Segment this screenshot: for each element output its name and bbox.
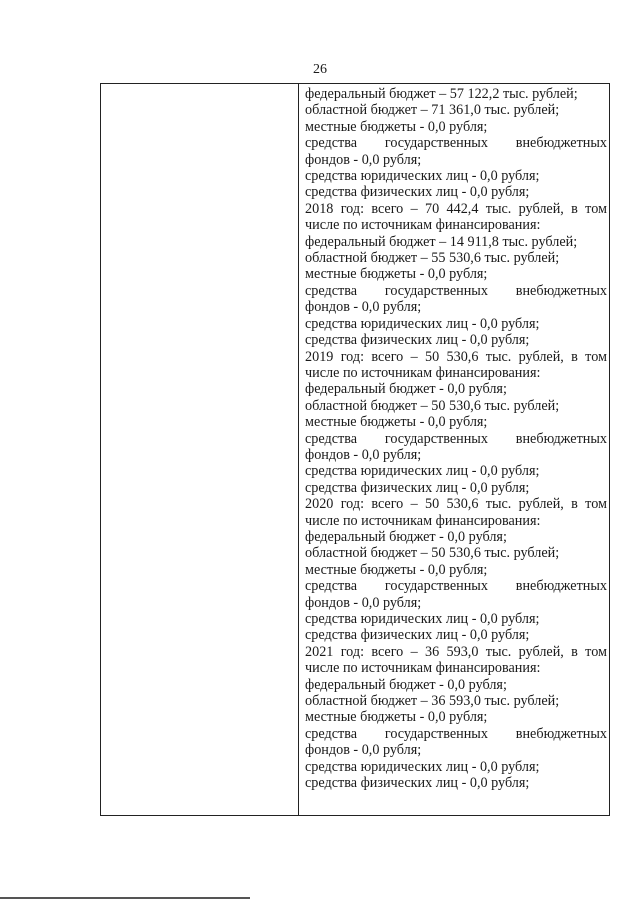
text-line: 2019 год: всего – 50 530,6 тыс. рублей, в том <box>305 348 607 365</box>
text-line: средства физических лиц - 0,0 рубля; <box>305 184 530 201</box>
text-line: средства государственных внебюджетных <box>305 725 607 742</box>
text-line: средства юридических лиц - 0,0 рубля; <box>305 758 540 775</box>
text-line: областной бюджет – 71 361,0 тыс. рублей; <box>305 102 560 119</box>
text-line: местные бюджеты - 0,0 рубля; <box>305 118 488 135</box>
text-line: местные бюджеты - 0,0 рубля; <box>305 561 488 578</box>
text-line: федеральный бюджет – 57 122,2 тыс. рублей; <box>305 86 578 102</box>
text-line: числе по источникам финансирования: <box>305 364 541 381</box>
text-line: числе по источникам финансирования: <box>305 512 541 529</box>
text-line: средства юридических лиц - 0,0 рубля; <box>305 611 540 627</box>
text-line: средства юридических лиц - 0,0 рубля; <box>305 168 540 185</box>
text-line: областной бюджет – 50 530,6 тыс. рублей; <box>305 545 560 562</box>
text-line: федеральный бюджет - 0,0 рубля; <box>305 676 507 693</box>
text-line: 2018 год: всего – 70 442,4 тыс. рублей, в том <box>305 200 607 217</box>
text-line: областной бюджет – 50 530,6 тыс. рублей; <box>305 397 560 414</box>
table-right-cell <box>299 84 609 815</box>
text-line: областной бюджет – 55 530,6 тыс. рублей; <box>305 250 560 267</box>
text-line: областной бюджет – 36 593,0 тыс. рублей; <box>305 693 560 710</box>
text-line: федеральный бюджет – 14 911,8 тыс. рублей; <box>305 233 578 250</box>
text-line: средства юридических лиц - 0,0 рубля; <box>305 463 540 480</box>
financing-table <box>100 83 610 816</box>
text-line: фондов - 0,0 рубля; <box>305 446 422 463</box>
text-line: числе по источникам финансирования: <box>305 217 541 234</box>
text-line: местные бюджеты - 0,0 рубля; <box>305 266 488 283</box>
text-line: средства юридических лиц - 0,0 рубля; <box>305 315 540 332</box>
text-line: средства физических лиц - 0,0 рубля; <box>305 775 530 792</box>
text-line: средства государственных внебюджетных <box>305 430 607 447</box>
text-line: фондов - 0,0 рубля; <box>305 594 422 611</box>
text-line: фондов - 0,0 рубля; <box>305 299 422 316</box>
text-line: 2020 год: всего – 50 530,6 тыс. рублей, в том <box>305 496 607 513</box>
text-line: средства государственных внебюджетных <box>305 578 607 595</box>
text-line: средства государственных внебюджетных <box>305 282 607 299</box>
page-number: 26 <box>313 62 327 77</box>
text-line: средства физических лиц - 0,0 рубля; <box>305 332 530 349</box>
text-line: числе по источникам финансирования: <box>305 660 541 677</box>
text-line: фондов - 0,0 рубля; <box>305 151 422 168</box>
bottom-rule <box>0 897 250 899</box>
text-line: федеральный бюджет - 0,0 рубля; <box>305 528 507 545</box>
text-line: федеральный бюджет - 0,0 рубля; <box>305 381 507 398</box>
text-line: средства физических лиц - 0,0 рубля; <box>305 627 530 644</box>
text-line: фондов - 0,0 рубля; <box>305 742 422 759</box>
text-line: местные бюджеты - 0,0 рубля; <box>305 709 488 726</box>
text-line: средства государственных внебюджетных <box>305 135 607 152</box>
table-left-cell <box>101 84 299 815</box>
text-line: 2021 год: всего – 36 593,0 тыс. рублей, в том <box>305 643 607 660</box>
text-line: средства физических лиц - 0,0 рубля; <box>305 479 530 496</box>
text-line: местные бюджеты - 0,0 рубля; <box>305 414 488 431</box>
